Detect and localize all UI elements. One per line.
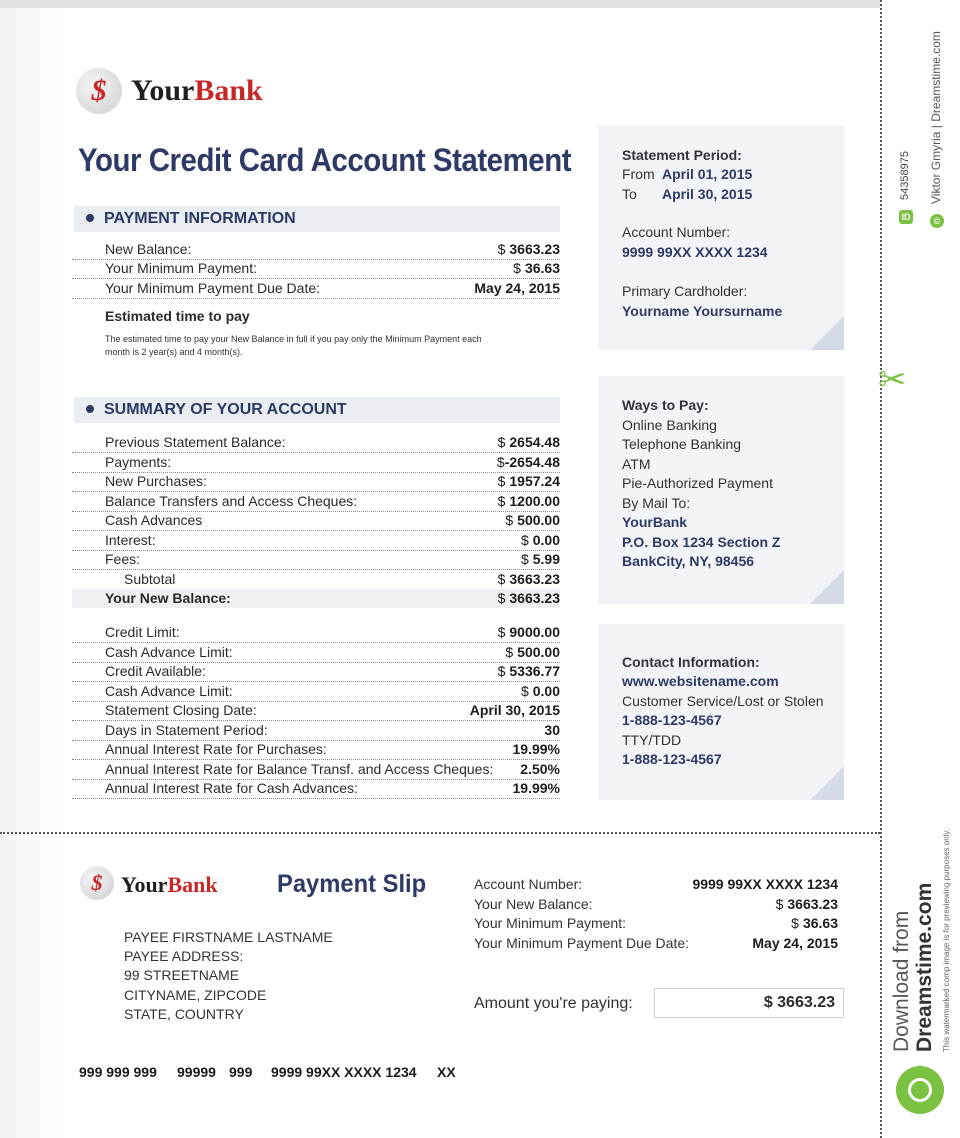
- bank-name: YourBank: [131, 74, 263, 107]
- statement-page: $ YourBank Your Credit Card Account Statement PAYMENT INFORMATION New Balance: $ 3663.23 Your Minimum Payment: $ 36.63 Your Minimum Payment Due Date: May 24, 2015 Estimated time to pay The estimated time to pay your New Balance in full if you pay only the Minimum Payment each month is 2 year(s) and 4 month(s). SUMMARY OF YOUR ACCOUNT Previous Statement Balance: $ 2654.48 Payments: $-2654.48 New Purchases: $ 1957.24 Balance Transfers and Access Cheques: $ 1200.00 Cash Advances $ 500.00 Interest: $ 0.00 Fees: $ 5.99 Subtotal $ 3663.23 Your New Balance: $ 3663.23 Credit Limit: $ 9000.00 Cash Advance Limit: $ 500.00 Credit Available: $ 5336.77 Cash Advance Limit: $ 0.00 Statement Closing Date: April 30, 2015 Days in Statement Period: 30 Annual Interest Rate for Purchases: 19.99% Annual Interest Rate for Balance Transf. and Access Cheques: 2.50% Annual Interest Rate for Cash Advances: 19.99% Statement Period: From April 01, 2015 To April 30, 2015 Account Number: 9999 99XX XXXX 1234 Primary Cardholder: Yourname Yoursurname Ways to Pay: Online Banking Telephone Banking ATM Pie-Authorized Payment By Mail To: YourBank P.O. Box 1234 Section Z BankCity, NY, 98456 Contact Information: www.websitename.com Customer Service/Lost or Stolen 1-888-123-4567 TTY/TDD 1-888-123-4567 $ YourBank Payment Slip PAYEE FIRSTNAME LASTNAME PAYEE ADDRESS: 99 STREETNAME CITYNAME, ZIPCODE STATE, COUNTRY Account Number: 9999 99XX XXXX 1234 Your New Balance: $ 3663.23 Your Minimum Payment: $ 36.63 Your Minimum Payment Due Date: May 24, 2015 Amount you're paying: $ 3663.23 999 999 999 99999 999 9999 99XX XXXX 1234 XX: [0, 0, 880, 1138]
- payment-info-heading: PAYMENT INFORMATION: [74, 206, 560, 232]
- page-title: Your Credit Card Account Statement: [78, 142, 572, 178]
- subtotal-row: Subtotal $ 3663.23: [72, 570, 560, 590]
- estimated-time-title: Estimated time to pay: [105, 308, 250, 324]
- slip-bank-logo-icon: $: [80, 866, 114, 900]
- summary-row: Payments: $-2654.48: [72, 453, 560, 473]
- limit-row: Credit Available: $ 5336.77: [72, 662, 560, 682]
- summary-row: Balance Transfers and Access Cheques: $ 1200.00: [72, 492, 560, 512]
- statement-period-panel: Statement Period: From April 01, 2015 To April 30, 2015 Account Number: 9999 99XX XXXX 1234 Primary Cardholder: Yourname Yoursurname: [598, 126, 844, 350]
- limit-row: Annual Interest Rate for Cash Advances: 19.99%: [72, 779, 560, 799]
- payment-row: New Balance: $ 3663.23: [72, 240, 560, 260]
- payee-address-line: CITYNAME, ZIPCODE: [124, 987, 267, 1003]
- summary-row: Interest: $ 0.00: [72, 531, 560, 551]
- copyright-icon: ©: [930, 214, 944, 228]
- limit-row: Days in Statement Period: 30: [72, 721, 560, 741]
- page-fold-icon: [810, 316, 844, 350]
- watermark-id: 54358975: [899, 151, 911, 200]
- page-fold-icon: [810, 766, 844, 800]
- watermark-author: Viktor Gmyria | Dreamstime.com: [929, 31, 943, 204]
- amount-paying-label: Amount you're paying:: [474, 995, 633, 1012]
- limit-row: Cash Advance Limit: $ 0.00: [72, 682, 560, 702]
- contact-panel: Contact Information: www.websitename.com Customer Service/Lost or Stolen 1-888-123-4567 TTY/TDD 1-888-123-4567: [598, 624, 844, 800]
- bullet-icon: [86, 405, 94, 413]
- summary-row: Previous Statement Balance: $ 2654.48: [72, 433, 560, 453]
- payment-row: Your Minimum Payment: $ 36.63: [72, 259, 560, 279]
- micr-line-part: 999 999 999: [79, 1064, 157, 1080]
- perforation-line-vertical: [880, 0, 882, 1138]
- limit-row: Credit Limit: $ 9000.00: [72, 623, 560, 643]
- watermark-site: Dreamstime.com: [913, 882, 936, 1052]
- slip-title: Payment Slip: [277, 870, 427, 898]
- payee-address-line: PAYEE FIRSTNAME LASTNAME: [124, 929, 333, 945]
- bullet-icon: [86, 214, 94, 222]
- top-band: [0, 0, 880, 8]
- limit-row: Annual Interest Rate for Purchases: 19.99%: [72, 740, 560, 760]
- amount-paying-field[interactable]: $ 3663.23: [654, 988, 844, 1018]
- payee-address-line: PAYEE ADDRESS:: [124, 948, 244, 964]
- micr-line-part: 999: [229, 1064, 253, 1080]
- payment-row: Your Minimum Payment Due Date: May 24, 2015: [72, 279, 560, 299]
- slip-bank-name: YourBank: [121, 872, 218, 897]
- id-badge-icon: ID: [899, 210, 913, 224]
- limit-row: Annual Interest Rate for Balance Transf. and Access Cheques: 2.50%: [72, 760, 560, 780]
- dreamstime-logo-icon: [896, 1066, 944, 1114]
- scissors-icon: ✂: [878, 361, 907, 399]
- perforation-line: [0, 832, 880, 834]
- micr-line-part: 9999 99XX XXXX 1234: [271, 1064, 417, 1080]
- watermark-notice: This watermarked comp image is for previewing purposes only.: [942, 828, 951, 1052]
- payee-address-line: 99 STREETNAME: [124, 967, 240, 983]
- watermark-download: Download from: [890, 910, 913, 1052]
- summary-row: Cash Advances $ 500.00: [72, 511, 560, 531]
- micr-line-part: XX: [437, 1064, 456, 1080]
- limit-row: Statement Closing Date: April 30, 2015: [72, 701, 560, 721]
- ways-to-pay-panel: Ways to Pay: Online Banking Telephone Banking ATM Pie-Authorized Payment By Mail To: YourBank P.O. Box 1234 Section Z BankCity, NY, 98456: [598, 376, 844, 604]
- bank-logo-icon: $: [76, 68, 122, 114]
- page-fold-icon: [810, 570, 844, 604]
- summary-row: New Purchases: $ 1957.24: [72, 472, 560, 492]
- limit-row: Cash Advance Limit: $ 500.00: [72, 643, 560, 663]
- summary-row: Fees: $ 5.99: [72, 550, 560, 570]
- summary-heading: SUMMARY OF YOUR ACCOUNT: [74, 397, 560, 423]
- estimated-time-text: The estimated time to pay your New Balance in full if you pay only the Minimum Payment each month is 2 year(s) and 4 month(s).: [105, 334, 482, 357]
- payee-address-line: STATE, COUNTRY: [124, 1006, 244, 1022]
- micr-line-part: 99999: [177, 1064, 216, 1080]
- new-balance-row: Your New Balance: $ 3663.23: [105, 590, 560, 606]
